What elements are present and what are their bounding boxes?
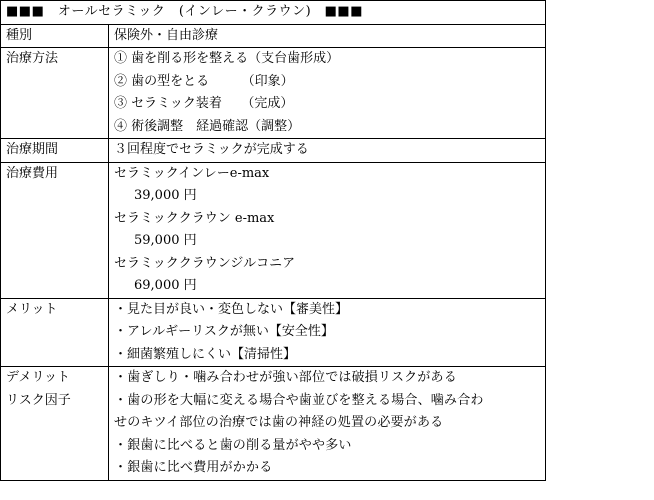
method-step: ① 歯を削る形を整える（支台歯形成） [114, 51, 340, 66]
cost-item-price: 69,000 円 [134, 278, 197, 293]
method-step: ② 歯の型をとる （印象） [114, 73, 294, 89]
demerit-line: ・銀歯に比べ費用がかかる [114, 460, 273, 475]
row-demerit [1, 367, 546, 481]
document-title: ■■■ オールセラミック (インレー・クラウン) ■■■ [1, 1, 546, 25]
row-cost [1, 162, 546, 298]
row-merit [1, 298, 546, 367]
risk-factor-label: リスク因子 [6, 392, 71, 408]
demerit-label-cell [1, 367, 109, 481]
title-row [1, 1, 546, 25]
demerit-line: せのキツイ部位の治療では歯の神経の処置の必要がある [114, 415, 444, 430]
merit-item: ・細菌繁殖しにくい【清掃性】 [114, 346, 297, 362]
cost-label: 治療費用 [1, 162, 109, 298]
cost-item-name: セラミッククラウン e-max [114, 210, 275, 226]
cost-item-name: セラミックインレーe-max [114, 165, 270, 181]
period-label: 治療期間 [1, 139, 109, 163]
demerit-line: ・銀歯に比べると歯の削る量がやや多い [114, 437, 352, 453]
method-step: ④ 術後調整 経過確認（調整） [114, 118, 301, 134]
period-value: ３回程度でセラミックが完成する [109, 139, 546, 163]
merit-item: ・アレルギーリスクが無い【安全性】 [114, 324, 334, 339]
cost-item-price: 39,000 円 [134, 188, 197, 203]
demerit-label: デメリット [6, 370, 70, 385]
merit-items [109, 298, 546, 367]
method-label: 治療方法 [1, 48, 109, 139]
cost-item-price: 59,000 円 [134, 233, 197, 248]
type-label: 種別 [1, 24, 109, 48]
method-steps [109, 48, 546, 139]
row-period [1, 139, 546, 163]
cost-item-name: セラミッククラウンジルコニア [114, 255, 296, 271]
row-type [1, 24, 546, 48]
cost-items [109, 162, 546, 298]
type-value: 保険外・自由診療 [109, 24, 546, 48]
demerit-line: ・歯ぎしり・噛み合わせが強い部位では破損リスクがある [114, 370, 457, 385]
merit-item: ・見た目が良い・変色しない【審美性】 [114, 301, 349, 317]
row-method [1, 48, 546, 139]
demerit-items [109, 367, 546, 481]
merit-label: メリット [1, 298, 109, 367]
method-step: ③ セラミック装着 （完成） [114, 96, 294, 111]
demerit-line: ・歯の形を大幅に変える場合や歯並びを整える場合、噛み合わ [114, 392, 484, 408]
